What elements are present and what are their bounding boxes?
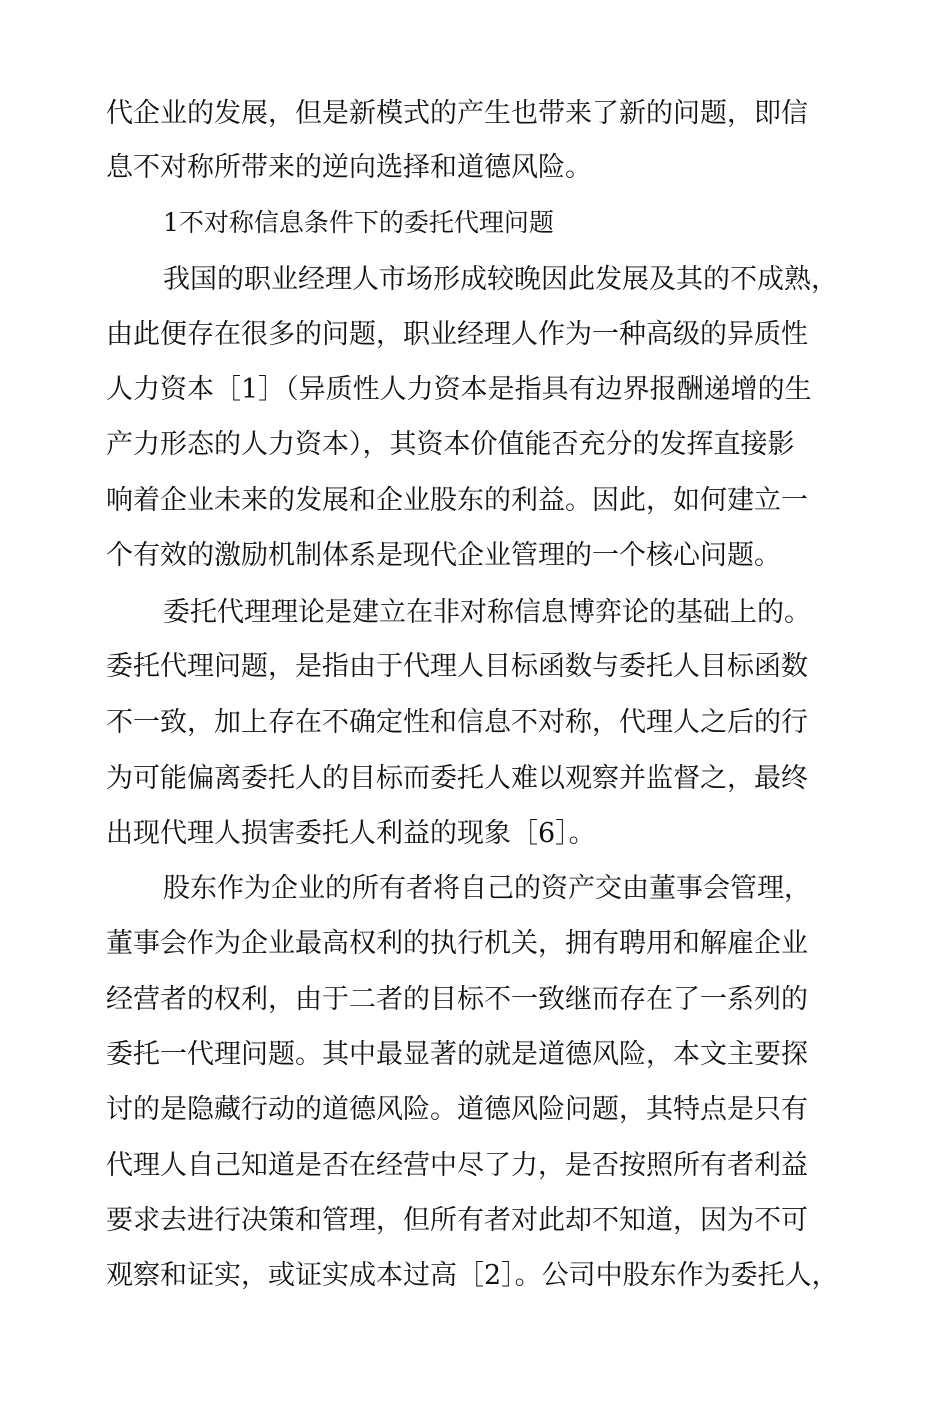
text-line: 委托一代理问题。其中最显著的就是道德风险，本文主要探: [106, 1039, 808, 1070]
text-line: 为可能偏离委托人的目标而委托人难以观察并监督之，最终: [106, 763, 808, 794]
text-line: 个有效的激励机制体系是现代企业管理的一个核心问题。: [106, 540, 781, 571]
text-line: 息不对称所带来的逆向选择和道德风险。: [106, 152, 592, 183]
section-heading: 1不对称信息条件下的委托代理问题: [163, 208, 554, 237]
text-line: 产力形态的人力资本），其资本价值能否充分的发挥直接影: [106, 429, 795, 460]
text-line: 经营者的权利，由于二者的目标不一致继而存在了一系列的: [106, 984, 808, 1015]
text-line: 委托代理理论是建立在非对称信息博弈论的基础上的。: [163, 597, 811, 628]
text-line: 观察和证实，或证实成本过高［2］。公司中股东作为委托人，: [106, 1260, 839, 1291]
text-line: 委托代理问题，是指由于代理人目标函数与委托人目标函数: [106, 651, 808, 682]
text-line: 由此便存在很多的问题，职业经理人作为一种高级的异质性: [106, 319, 808, 350]
text-line: 要求去进行决策和管理，但所有者对此却不知道，因为不可: [106, 1205, 808, 1236]
text-line: 股东作为企业的所有者将自己的资产交由董事会管理，: [163, 873, 811, 904]
text-line: 人力资本［1］（异质性人力资本是指具有边界报酬递增的生: [106, 374, 812, 405]
text-line: 代企业的发展，但是新模式的产生也带来了新的问题，即信: [106, 98, 808, 129]
text-line: 我国的职业经理人市场形成较晚因此发展及其的不成熟，: [163, 264, 838, 295]
text-line: 代理人自己知道是否在经营中尽了力，是否按照所有者利益: [106, 1150, 808, 1181]
text-line: 讨的是隐藏行动的道德风险。道德风险问题，其特点是只有: [106, 1094, 808, 1125]
text-line: 响着企业未来的发展和企业股东的利益。因此，如何建立一: [106, 485, 808, 516]
text-line: 出现代理人损害委托人利益的现象［6］。: [106, 818, 596, 849]
text-line: 董事会作为企业最高权利的执行机关，拥有聘用和解雇企业: [106, 928, 808, 959]
text-line: 不一致，加上存在不确定性和信息不对称，代理人之后的行: [106, 707, 808, 738]
